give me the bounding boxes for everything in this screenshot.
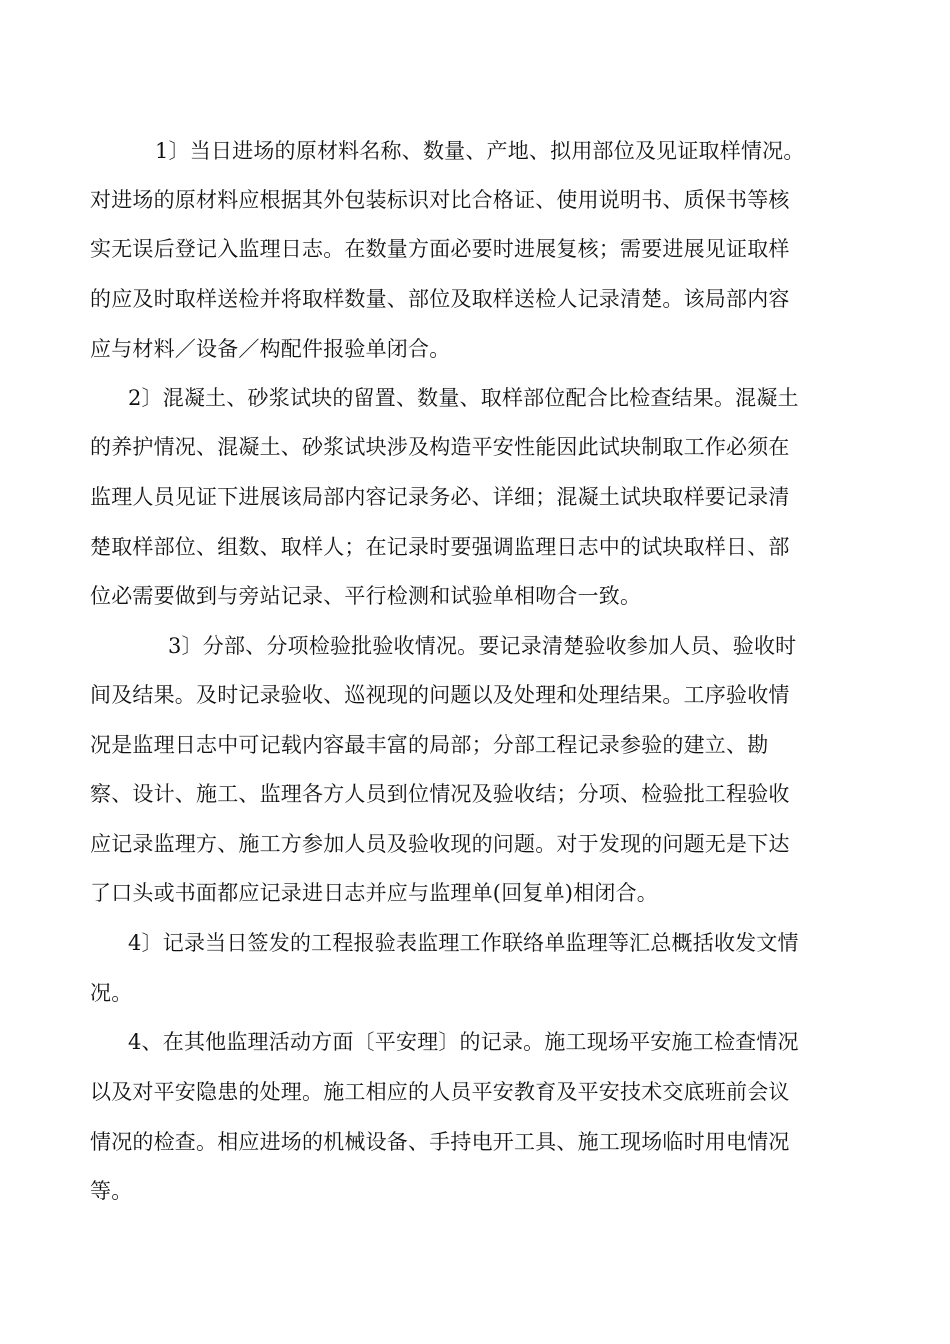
text-line: 的养护情况、混凝土、砂浆试块涉及构造平安性能因此试块制取工作必须在 <box>90 435 790 459</box>
text-line: 1〕当日进场的原材料名称、数量、产地、拟用部位及见证取样情况。 <box>155 139 805 163</box>
text-line: 情况的检查。相应进场的机械设备、手持电开工具、施工现场临时用电情况 <box>90 1130 790 1154</box>
text-line: 楚取样部位、组数、取样人；在记录时要强调监理日志中的试块取样日、部 <box>90 535 790 559</box>
text-line: 以及对平安隐患的处理。施工相应的人员平安教育及平安技术交底班前会议 <box>90 1080 790 1104</box>
text-line: 察、设计、施工、监理各方人员到位情况及验收结；分项、检验批工程验收 <box>90 782 790 806</box>
text-line: 的应及时取样送检并将取样数量、部位及取样送检人记录清楚。该局部内容 <box>90 287 790 311</box>
text-line: 应记录监理方、施工方参加人员及验收现的问题。对于发现的问题无是下达 <box>90 832 790 856</box>
text-line: 对进场的原材料应根据其外包装标识对比合格证、使用说明书、质保书等核 <box>90 188 790 212</box>
text-line: 3〕分部、分项检验批验收情况。要记录清楚验收参加人员、验收时 <box>168 634 797 658</box>
text-line: 应与材料／设备／构配件报验单闭合。 <box>90 337 451 361</box>
text-line: 间及结果。及时记录验收、巡视现的问题以及处理和处理结果。工序验收情 <box>90 683 790 707</box>
text-line: 况是监理日志中可记载内容最丰富的局部；分部工程记录参验的建立、勘 <box>90 733 769 757</box>
text-line: 4、在其他监理活动方面〔平安理〕的记录。施工现场平安施工检查情况 <box>128 1030 799 1054</box>
text-line: 4〕记录当日签发的工程报验表监理工作联络单监理等汇总概括收发文情 <box>128 931 799 955</box>
text-line: 位必需要做到与旁站记录、平行检测和试验单相吻合一致。 <box>90 584 642 608</box>
text-line: 等。 <box>90 1179 133 1203</box>
text-line: 实无误后登记入监理日志。在数量方面必要时进展复核；需要进展见证取样 <box>90 237 790 261</box>
text-line: 况。 <box>90 981 133 1005</box>
text-line: 了口头或书面都应记录进日志并应与监理单(回复单)相闭合。 <box>90 881 658 905</box>
text-line: 2〕混凝土、砂浆试块的留置、数量、取样部位配合比检查结果。混凝土 <box>128 386 799 410</box>
text-line: 监理人员见证下进展该局部内容记录务必、详细；混凝土试块取样要记录清 <box>90 485 790 509</box>
